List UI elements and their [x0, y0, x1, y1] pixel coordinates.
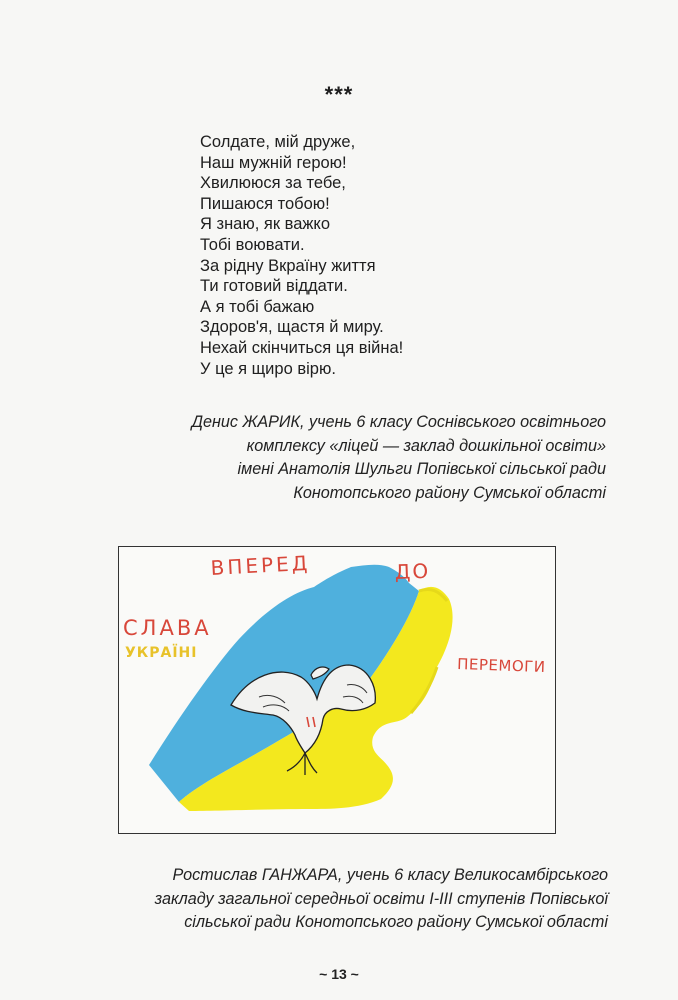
poem-line: Ти готовий віддати.	[200, 277, 348, 296]
poem-line: Нехай скінчиться ця війна!	[200, 338, 404, 357]
drawing-text-do: ДО	[394, 558, 431, 584]
poem-line: Хвилююся за тебе,	[200, 174, 346, 193]
section-separator: ***	[324, 82, 354, 107]
credit-line: Конотопського району Сумської області	[293, 483, 606, 502]
page-number: ~ 13 ~	[319, 966, 359, 982]
credit-line: сільської ради Конотопського району Сумської області	[184, 913, 608, 931]
poem	[200, 132, 403, 379]
child-drawing	[118, 546, 556, 834]
drawing-author-credit	[155, 864, 608, 935]
drawing-text-peremohy: ПЕРЕМОГИ	[456, 655, 546, 677]
drawing-text-vpered: ВПЕРЕД	[210, 550, 311, 580]
poem-line: Здоров'я, щастя й миру.	[200, 318, 384, 337]
drawing-text-slava: СЛАВА	[123, 616, 212, 640]
drawing-text-ukraini: УКРАЇНІ	[125, 645, 198, 661]
credit-line: імені Анатолія Шульги Попівської сільської ради	[237, 460, 606, 478]
drawing-canvas	[119, 547, 555, 833]
poem-line: Пишаюся тобою!	[200, 194, 330, 213]
poem-line: За рідну Вкраїну життя	[200, 256, 376, 275]
poem-line: А я тобі бажаю	[200, 297, 315, 316]
poem-author-credit	[192, 411, 606, 505]
credit-line: Денис ЖАРИК, учень 6 класу Соснівського освітнього	[191, 413, 606, 431]
credit-line: комплексу «ліцей — заклад дошкільної освіти»	[246, 436, 606, 455]
poem-line: Солдате, мій друже,	[200, 133, 356, 151]
poem-line: Тобі воювати.	[200, 235, 305, 254]
credit-line: закладу загальної середньої освіти І-ІІІ ступенів Попівської	[154, 889, 608, 908]
poem-line: Наш мужній герою!	[200, 153, 347, 172]
poem-line: У це я щиро вірю.	[200, 359, 336, 378]
poem-line: Я знаю, як важко	[200, 215, 331, 234]
credit-line: Ростислав ГАНЖАРА, учень 6 класу Великосамбірського	[172, 866, 608, 884]
